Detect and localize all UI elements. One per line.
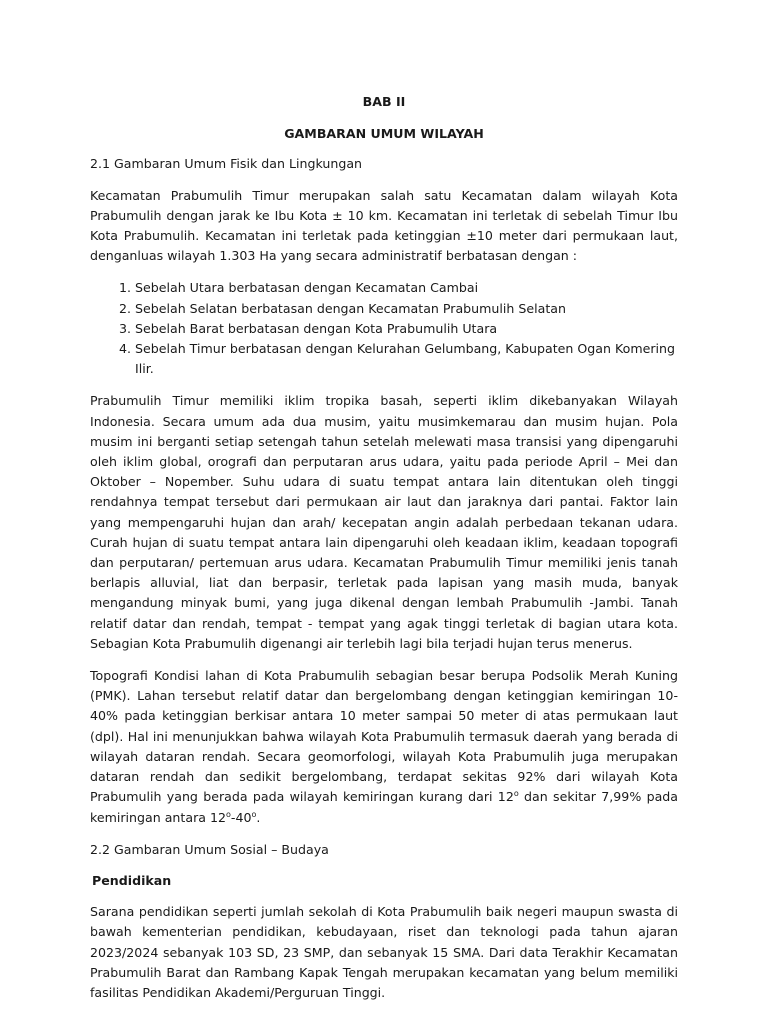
chapter-title: GAMBARAN UMUM WILAYAH [284, 126, 484, 142]
chapter-heading: BAB II [362, 94, 406, 109]
degree-mark: o [513, 789, 519, 799]
boundary-list [90, 278, 678, 379]
section-heading-social: 2.2 Gambaran Umum Sosial – Budaya [90, 841, 329, 857]
paragraph-education: Sarana pendidikan seperti jumlah sekolah di Kota Prabumulih baik negeri maupun swasta di bawah kementerian pendidikan, kebudayaan, riset dan teknologi pada tahun ajaran 2023/2024 sebanyak 103 SD, 23 SMP, dan sebanyak 15 SMA. Dari data Terakhir Kecamatan Prabumulih Barat dan Rambang Kapak Tengah merupakan kecamatan yang belum memiliki fasilitas Pendidikan Akademi/Perguruan Tinggi. [90, 904, 678, 1000]
list-item: 3. Sebelah Barat berbatasan dengan Kota Prabumulih Utara [135, 319, 678, 339]
degree-mark: o [251, 809, 257, 819]
subheading-education: Pendidikan [92, 872, 172, 888]
topography-text-c: -40 [230, 809, 252, 825]
topography-text-a: Topografi Kondisi lahan di Kota Prabumulih sebagian besar berupa Podsolik Merah Kuning (PMK). Lahan tersebut relatif datar dan bergelombang dengan ketinggian kemiringan 10-40% pada ketinggian berkisar antara 10 meter sampai 50 meter di atas permukaan laut (dpl). Hal ini menunjukkan bahwa wilayah Kota Prabumulih termasuk daerah yang berada di wilayah dataran rendah. Secara geomorfologi, wilayah Kota Prabumulih juga merupakan dataran rendah dan sedikit bergelombang, terdapat sekitas 92% dari wilayah Kota Prabumulih yang berada pada wilayah kemiringan kurang dari 12 [90, 668, 678, 805]
list-item: 2. Sebelah Selatan berbatasan dengan Kecamatan Prabumulih Selatan [135, 299, 678, 319]
degree-mark: o [226, 809, 231, 819]
paragraph-location: Kecamatan Prabumulih Timur merupakan salah satu Kecamatan dalam wilayah Kota Prabumulih dengan jarak ke Ibu Kota ± 10 km. Kecamatan ini terletak di sebelah Timur Ibu Kota Prabumulih. Kecamatan ini terletak pada ketinggian ±10 meter dari permukaan laut, denganluas wilayah 1.303 Ha yang secara administratif berbatasan dengan : [90, 187, 678, 264]
paragraph-climate: Prabumulih Timur memiliki iklim tropika basah, seperti iklim dikebanyakan Wilayah Indonesia. Secara umum ada dua musim, yaitu musimkemarau dan musim hujan. Pola musim ini berganti setiap setengah tahun setelah melewati masa transisi yang dipengaruhi oleh iklim global, orografi dan perputaran arus udara, yaitu pada periode April – Mei dan Oktober – Nopember. Suhu udara di suatu tempat antara lain ditentukan oleh tinggi rendahnya tempat tersebut dari permukaan air laut dan jaraknya dari pantai. Faktor lain yang mempengaruhi hujan dan arah/ kecepatan angin adalah perbedaan tekanan udara. Curah hujan di suatu tempat antara lain dipengaruhi oleh keadaan iklim, keadaan topografi dan perputaran/ pertemuan arus udara. Kecamatan Prabumulih Timur memiliki jenis tanah berlapis alluvial, liat dan berpasir, terletak pada lapisan yang masih muda, banyak mengandung minyak bumi, yang juga dikenal dengan lembah Prabumulih -Jambi. Tanah relatif datar dan rendah, tempat - tempat yang agak tinggi terletak di bagian utara kota. Sebagian Kota Prabumulih digenangi air terlebih lagi bila terjadi hujan terus menerus. [90, 393, 678, 651]
topography-text-b: dan sekitar 7,99% pada kemiringan antara 12 [90, 789, 679, 825]
list-item: 4. Sebelah Timur berbatasan dengan Kelurahan Gelumbang, Kabupaten Ogan Komering Ilir. [135, 339, 678, 379]
paragraph-topography [90, 666, 678, 828]
document-content [90, 92, 678, 1015]
list-item: 1. Sebelah Utara berbatasan dengan Kecamatan Cambai [135, 278, 678, 298]
topography-text-d: . [256, 809, 261, 825]
section-heading-physical: 2.1 Gambaran Umum Fisik dan Lingkungan [90, 156, 363, 172]
